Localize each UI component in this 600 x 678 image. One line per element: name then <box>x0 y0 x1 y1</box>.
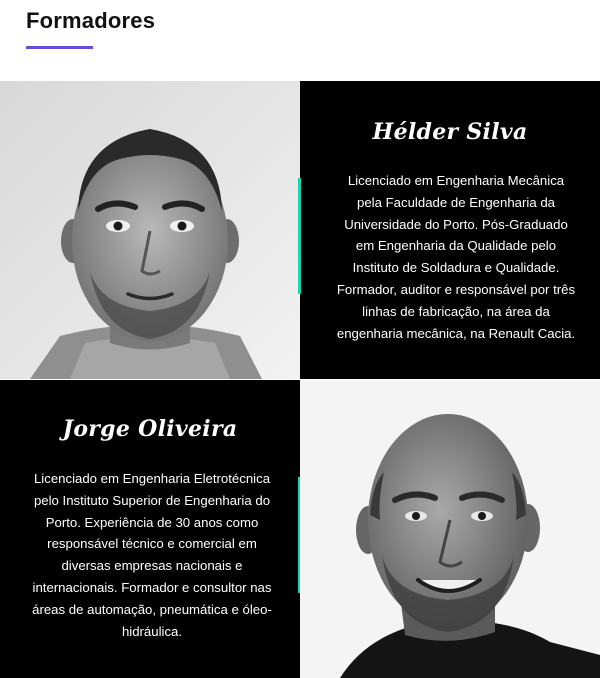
trainer-card-jorge <box>0 380 300 678</box>
trainer-name: Hélder Silva <box>372 119 528 145</box>
portrait-helder-image <box>0 81 300 379</box>
trainer-card-helder <box>300 81 600 379</box>
trainer-name: Jorge Oliveira <box>62 416 238 442</box>
portrait-jorge-image <box>300 380 600 678</box>
trainer-bio: Licenciado em Engenharia Mecânica pela Faculdade de Engenharia da Universidade do Porto. Pós-Graduado em Engenharia da Qualidade pelo Instituto de Soldadura e Qualidade. Formador, auditor e responsável por três linhas de fabricação, na área da engenharia mecânica, na Renault Cacia. <box>336 173 576 341</box>
trainer-bio: Licenciado em Engenharia Eletrotécnica pelo Instituto Superior de Engenharia do Porto. Experiência de 30 anos como responsável técnico e comercial em diversas empresas nacionais e internacionais. Formador e consultor nas áreas de automação, pneumática e óleo-hidráulica. <box>32 471 272 639</box>
trainer-photo-jorge <box>300 380 600 678</box>
section-title: Formadores <box>26 8 156 33</box>
accent-bar <box>298 178 301 294</box>
trainer-photo-helder <box>0 81 300 379</box>
title-underline <box>26 46 93 49</box>
